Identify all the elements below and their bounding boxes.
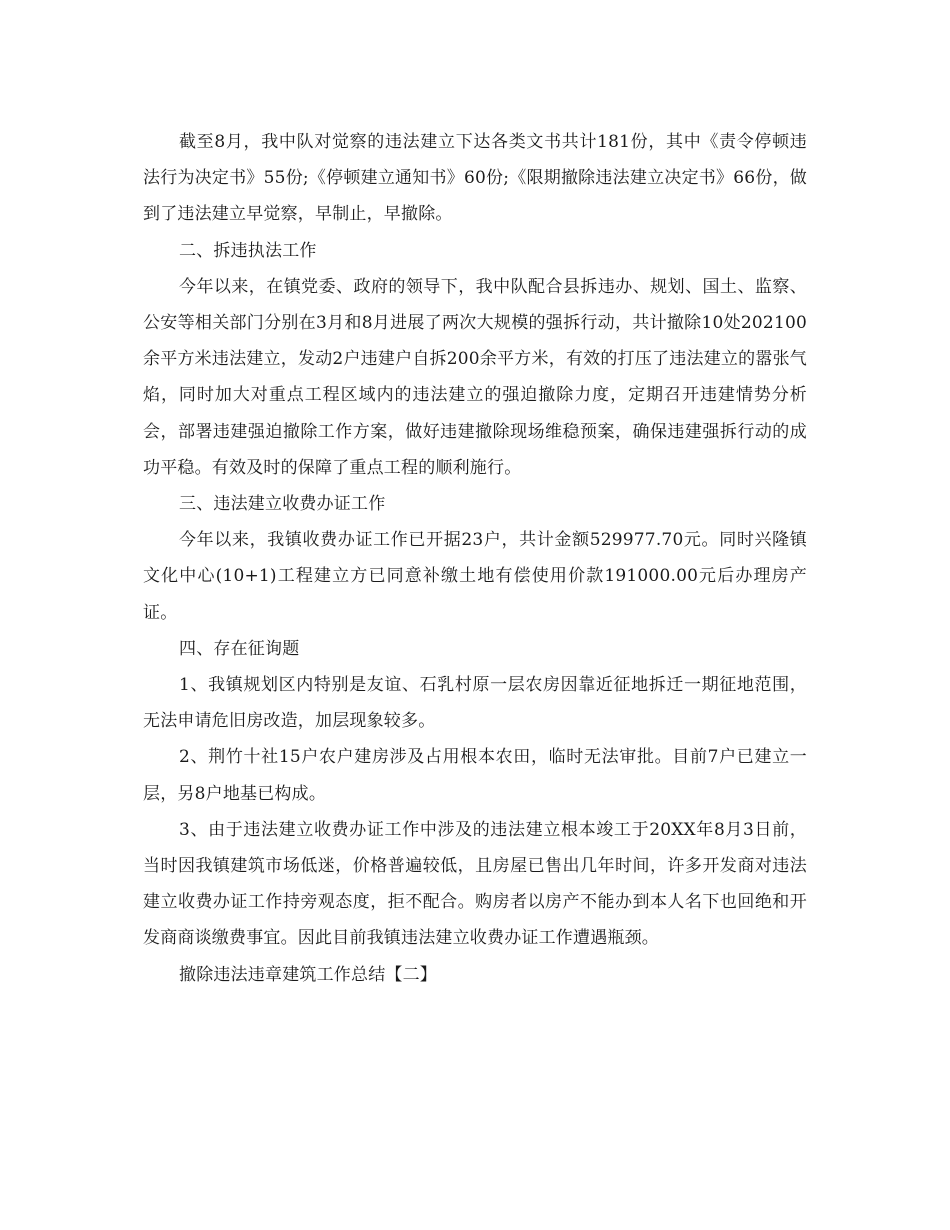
section-heading-problems: 四、存在征询题 [179, 638, 300, 659]
paragraph-problem-3: 3、由于违法建立收费办证工作中涉及的违法建立根本竣工于20XX年8月3日前，当时因我镇建筑市场低迷，价格普遍较低，且房屋已售出几年时间，许多开发商对违法建立收费办证工作持旁观态度，拒不配合。购房者以房产不能办到本人名下也回绝和开发商商谈缴费事宜。因此目前我镇违法建立收费办证工作遭遇瓶颈。 [143, 819, 807, 949]
section-heading-fees: 三、违法建立收费办证工作 [179, 494, 386, 515]
paragraph-summary-documents: 截至8月，我中队对觉察的违法建立下达各类文书共计181份，其中《责令停顿违法行为决定书》55份;《停顿建立通知书》60份;《限期撤除违法建立决定书》66份，做到了违法建立早觉察，早制止，早撤除。 [143, 132, 807, 225]
section-heading-demolition: 二、拆违执法工作 [179, 240, 317, 261]
paragraph-problem-2: 2、荆竹十社15户农户建房涉及占用根本农田，临时无法审批。目前7户已建立一层，另8户地基已构成。 [143, 747, 807, 804]
paragraph-demolition: 今年以来，在镇党委、政府的领导下，我中队配合县拆违办、规划、国土、监察、公安等相关部门分别在3月和8月进展了两次大规模的强拆行动，共计撤除10处202100余平方米违法建立，发动2户违建户自拆200余平方米，有效的打压了违法建立的嚣张气焰，同时加大对重点工程区域内的违法建立的强迫撤除力度，定期召开违建情势分析会，部署违建强迫撤除工作方案，做好违建撤除现场维稳预案，确保违建强拆行动的成功平稳。有效及时的保障了重点工程的顺利施行。 [143, 276, 807, 478]
document-body [143, 124, 807, 993]
section-heading-part-two: 撤除违法违章建筑工作总结【二】 [179, 964, 437, 985]
paragraph-problem-1: 1、我镇规划区内特别是友谊、石乳村原一层农房因靠近征地拆迁一期征地范围，无法申请危旧房改造，加层现象较多。 [143, 675, 807, 732]
paragraph-fees: 今年以来，我镇收费办证工作已开据23户，共计金额529977.70元。同时兴隆镇文化中心(10+1)工程建立方已同意补缴土地有偿使用价款191000.00元后办理房产证。 [143, 530, 807, 623]
